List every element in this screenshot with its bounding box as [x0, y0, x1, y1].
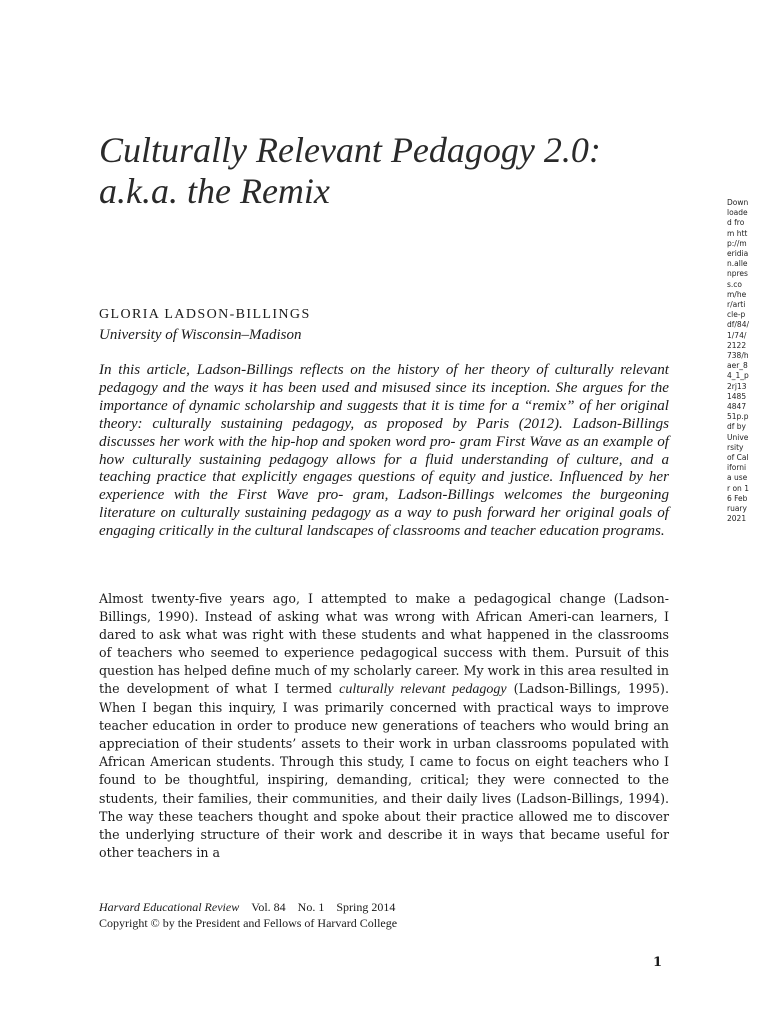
- journal-season: Spring 2014: [336, 900, 396, 914]
- body-text-part-2: (Ladson-Billings, 1995). When I began this inquiry, I was primarily concerned with practical ways to improve teacher education in order to produce new generations of teachers who would bring an appreciation of their students’ assets to their work in urban classrooms populated with African American students. Through this study, I came to focus on eight teachers who I found to be thoughtful, inspiring, demanding, critical; they were connected to the students, their families, their communities, and their daily lives (Ladson-Billings, 1994). The way these teachers thought and spoke about their practice allowed me to discover the underlying structure of their work and describe it in ways that became useful for other teachers in a: [99, 681, 669, 860]
- abstract: In this article, Ladson-Billings reflects on the history of her theory of culturally relevant pedagogy and the ways it has been used and misused since its inception. She argues for the importance of dynamic scholarship and suggests that it is time for a “remix” of her original theory: culturally sustaining pedagogy, as proposed by Paris (2012). Ladson-Billings discusses her work with the hip-hop and spoken word pro- gram First Wave as an example of how culturally sustaining pedagogy allows for a fluid understanding of culture, and a teaching practice that explicitly engages questions of equity and justice. Influenced by her experience with the First Wave pro- gram, Ladson-Billings welcomes the burgeoning literature on culturally sustaining pedagogy as a way to push forward her original goals of engaging critically in the cultural landscapes of classrooms and teacher education programs.: [99, 362, 669, 540]
- body-text-part-1: Almost twenty-five years ago, I attempted to make a pedagogical change (Ladson-Billings, 1990). Instead of asking what was wrong with African Ameri-can learners, I dared to ask what was right with these students and what happened in the classrooms of teachers who seemed to experience pedagogical success with them. Pursuit of this question has helped define much of my scholarly career. My work in this area resulted in the development of what I termed: [99, 591, 669, 697]
- journal-number: No. 1: [297, 900, 325, 914]
- page-number: 1: [653, 955, 663, 970]
- download-stamp: Downloaded from http://meridian.allenpress.com/her/article-pdf/84/1/74/2122738/haer_84_1_p2rj131485484751p.pdf by University of California user on 16 February 2021: [727, 198, 749, 524]
- author-name: GLORIA LADSON-BILLINGS: [99, 307, 311, 322]
- title-line-1: Culturally Relevant Pedagogy 2.0:: [99, 130, 601, 170]
- title-line-2: a.k.a. the Remix: [99, 171, 330, 211]
- article-title: [99, 130, 659, 212]
- journal-line: [99, 899, 397, 915]
- author-affiliation: University of Wisconsin–Madison: [99, 327, 302, 343]
- journal-name: Harvard Educational Review: [99, 900, 240, 914]
- footer: [99, 899, 397, 931]
- emphasized-term: culturally relevant pedagogy: [339, 682, 507, 698]
- copyright-notice: Copyright © by the President and Fellows of Harvard College: [99, 916, 398, 930]
- body-paragraph: [99, 590, 669, 862]
- journal-volume: Vol. 84: [251, 900, 286, 914]
